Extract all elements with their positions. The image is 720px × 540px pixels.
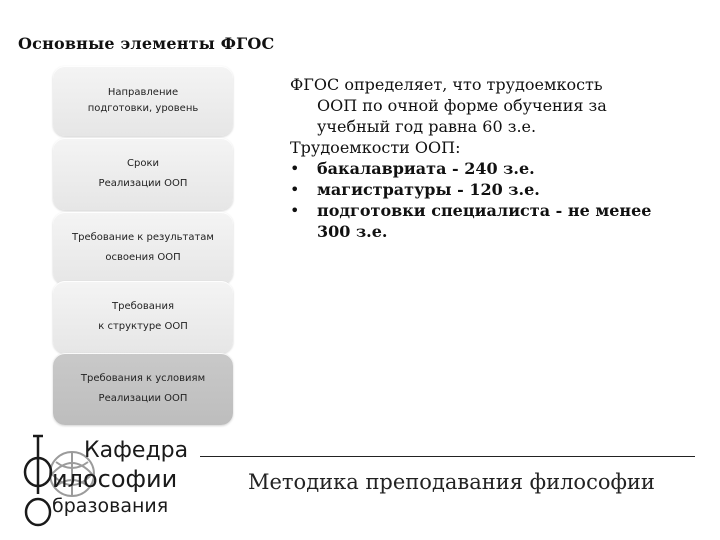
content-text [290, 74, 690, 242]
intro-line: учебный год равна 60 з.е. [317, 117, 537, 136]
list-item-text: магистратуры - 120 з.е. [317, 180, 540, 199]
department-logo [22, 432, 187, 527]
element-box-line: подготовки, уровень [87, 103, 199, 114]
footer-divider [200, 456, 695, 457]
element-box-terms [53, 138, 233, 210]
element-box-results [53, 212, 233, 284]
element-box-line: к структуре ООП [98, 321, 188, 332]
list-item [290, 179, 690, 200]
element-box-direction [53, 66, 233, 136]
bullet-icon: • [290, 201, 300, 220]
list-item [290, 158, 690, 179]
element-box-line: освоения ООП [105, 252, 181, 263]
element-box-line: Реализации ООП [98, 178, 188, 189]
labor-heading: Трудоемкости ООП: [290, 138, 461, 157]
labor-list [290, 158, 690, 242]
list-item [290, 200, 690, 242]
element-box-line: Требование к результатам [72, 232, 214, 243]
element-box-line: Требования [112, 301, 174, 312]
list-item-text: бакалавриата - 240 з.е. [317, 159, 535, 178]
element-box-conditions [53, 353, 233, 425]
logo-text-line: бразования [52, 495, 169, 517]
footer-title: Методика преподавания философии [248, 470, 655, 494]
element-box-structure [53, 281, 233, 353]
logo-text-line: Кафедра [84, 438, 189, 463]
element-box-line: Сроки [127, 158, 159, 169]
element-box-line: Реализации ООП [98, 393, 188, 404]
intro-line: ООП по очной форме обучения за [317, 96, 607, 115]
slide-title: Основные элементы ФГОС [18, 34, 275, 53]
bullet-icon: • [290, 180, 300, 199]
element-box-line: Направление [107, 87, 179, 98]
intro-line: ФГОС определяет, что трудоемкость [290, 75, 603, 94]
logo-text-line: илософии [52, 465, 178, 493]
list-item-text: подготовки специалиста - не менее 300 з.е. [317, 201, 652, 241]
bullet-icon: • [290, 159, 300, 178]
element-box-line: Требования к условиям [80, 373, 206, 384]
